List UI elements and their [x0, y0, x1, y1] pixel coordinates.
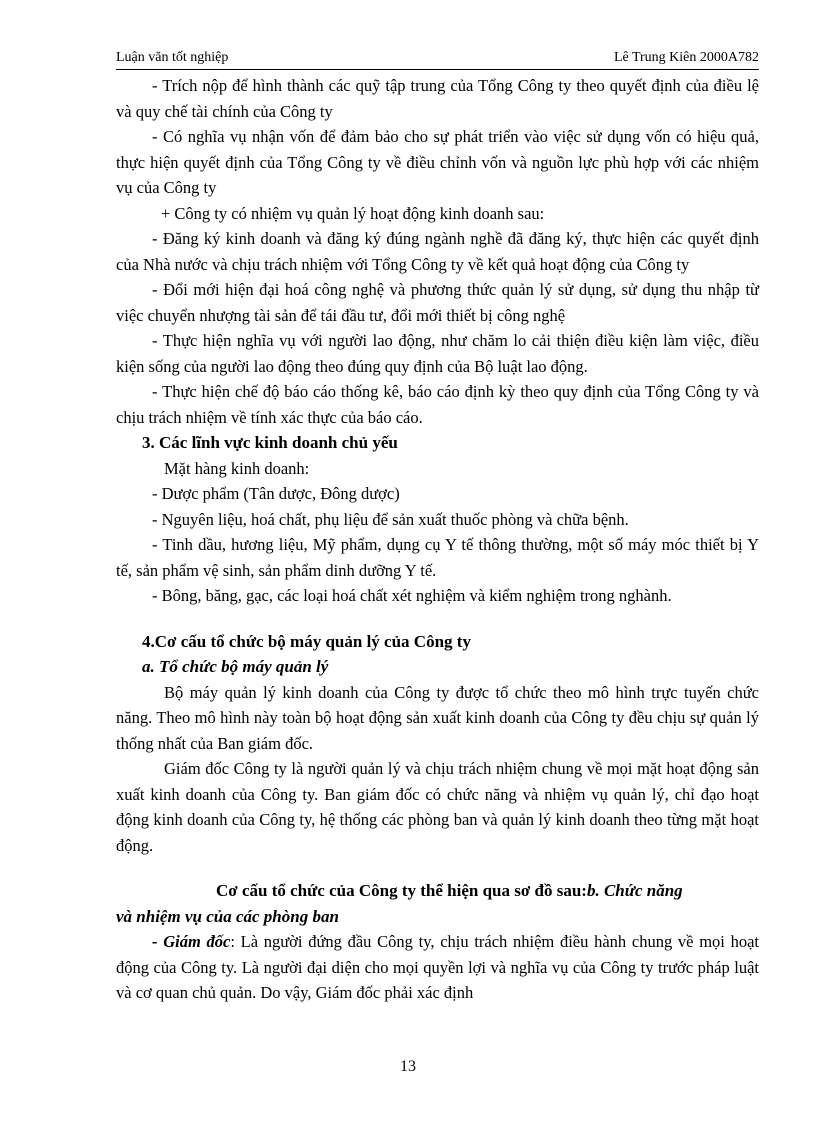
- list-item: - Nguyên liệu, hoá chất, phụ liệu để sản xuất thuốc phòng và chữa bệnh.: [152, 509, 629, 529]
- director-text: : Là người đứng đầu Công ty, chịu trách nhiệm điều hành chung về mọi hoạt động của Công ty. Là người đại diện cho mọi quyền lợi và nghĩa vụ của Công ty trước pháp luật và cơ quan chủ quản. Do vậy, Giám đốc phải xác định: [116, 932, 759, 1002]
- section-3-intro: Mặt hàng kinh doanh:: [164, 458, 310, 478]
- list-item: - Dược phẩm (Tân dược, Đông dược): [152, 484, 400, 503]
- list-item: - Bông, băng, gạc, các loại hoá chất xét nghiệm và kiểm nghiệm trong nghành.: [152, 586, 672, 605]
- paragraph-business-duties-intro: + Công ty có nhiệm vụ quản lý hoạt động kinh doanh sau:: [161, 203, 545, 223]
- caption-text: Cơ cấu tổ chức của Công ty thể hiện qua sơ đồ sau:: [216, 881, 587, 900]
- paragraph-management-structure: Bộ máy quản lý kinh doanh của Công ty được tổ chức theo mô hình trực tuyến chức năng. Theo mô hình này toàn bộ hoạt động sản xuất kinh doanh của Công ty đều chịu sự quản lý thống nhất của Ban giám đốc.: [116, 682, 759, 753]
- section-3-heading: 3. Các lĩnh vực kinh doanh chủ yếu: [142, 433, 398, 452]
- org-chart-caption: [116, 878, 759, 904]
- page-number: 13: [400, 1058, 416, 1075]
- paragraph-capital-obligation: - Có nghĩa vụ nhận vốn để đảm bảo cho sự phát triển vào việc sử dụng vốn có hiệu quả, thực hiện quyết định của Tổng Công ty về điều chỉnh vốn và nguồn lực phù hợp với các nhiệm vụ của Công ty: [116, 127, 759, 197]
- paragraph-business-registration: - Đăng ký kinh doanh và đăng ký đúng ngành nghề đã đăng ký, thực hiện các quyết định của Nhà nước và chịu trách nhiệm với Tổng Công ty về kết quả hoạt động của Công ty: [116, 229, 759, 274]
- paragraph-labor-obligations: - Thực hiện nghĩa vụ với người lao động, như chăm lo cải thiện điều kiện làm việc, điều kiện sống của người lao động theo đúng quy định của Bộ luật lao động.: [116, 331, 759, 376]
- header-author: Lê Trung Kiên 2000A782: [613, 50, 759, 65]
- paragraph-technology-renewal: - Đổi mới hiện đại hoá công nghệ và phương thức quản lý sử dụng, sử dụng thu nhập từ việc chuyển nhượng tài sản để tái đầu tư, đổi mới thiết bị công nghệ: [116, 280, 759, 325]
- section-4b-heading-end: và nhiệm vụ của các phòng ban: [116, 906, 339, 926]
- section-4-heading: 4.Cơ cấu tổ chức bộ máy quản lý của Công ty: [142, 631, 471, 651]
- director-label: - Giám đốc: [152, 932, 231, 951]
- paragraph-reporting: - Thực hiện chế độ báo cáo thống kê, báo cáo định kỳ theo quy định của Tổng Công ty và chịu trách nhiệm về tính xác thực của báo cáo.: [116, 382, 759, 427]
- section-4b-heading-start: b. Chức năng: [586, 881, 683, 900]
- paragraph-fund-contribution: - Trích nộp để hình thành các quỹ tập trung của Tổng Công ty theo quyết định của điều lệ và quy chế tài chính của Công ty: [116, 76, 759, 121]
- list-item: - Tinh dầu, hương liệu, Mỹ phẩm, dụng cụ Y tế thông thường, một số máy móc thiết bị Y tế, sản phẩm vệ sinh, sản phẩm dinh dưỡng Y tế.: [116, 535, 759, 580]
- header-thesis-label: Luận văn tốt nghiệp: [116, 50, 229, 65]
- section-4a-heading: a. Tổ chức bộ máy quản lý: [142, 657, 329, 676]
- paragraph-director-duties: [116, 929, 759, 1006]
- paragraph-director-role: Giám đốc Công ty là người quản lý và chịu trách nhiệm chung về mọi mặt hoạt động sản xuất kinh doanh của Công ty. Ban giám đốc có chức năng và nhiệm vụ quản lý, chỉ đạo hoạt động kinh doanh của Công ty, hệ thống các phòng ban và quản lý kinh doanh theo từng mặt hoạt động.: [116, 759, 759, 855]
- document-body: [116, 73, 759, 1006]
- page-header: [116, 47, 759, 70]
